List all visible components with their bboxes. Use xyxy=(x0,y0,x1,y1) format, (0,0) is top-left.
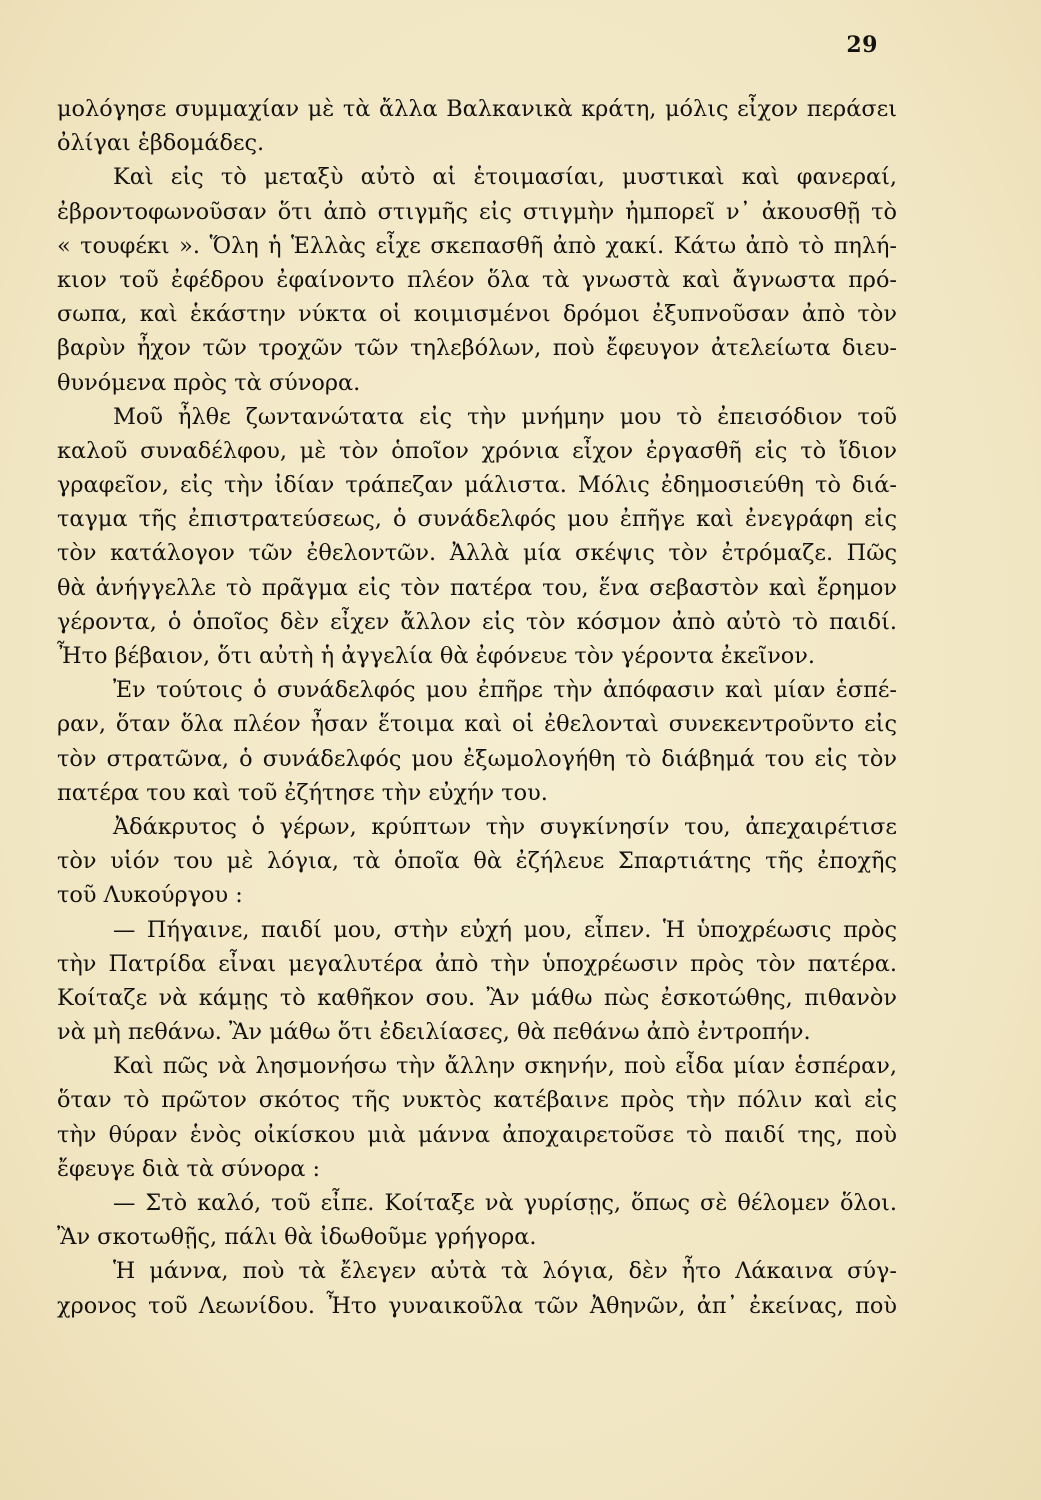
text-line: « τουφέκι ». Ὅλη ἡ Ἑλλὰς εἶχε σκεπασθῆ ἀπὸ χακί. Κάτω ἀπὸ τὸ πηλή- xyxy=(57,232,897,259)
text-line: θὰ ἀνήγγελλε τὸ πρᾶγμα εἰς τὸν πατέρα του, ἕνα σεβαστὸν καὶ ἔρημον xyxy=(57,574,897,601)
text-line: μολόγησε συμμαχίαν μὲ τὰ ἄλλα Βαλκανικὰ κράτη, μόλις εἶχον περάσει xyxy=(57,96,897,122)
page-number: 29 xyxy=(846,32,878,58)
text-line: Κοίταζε νὰ κάμῃς τὸ καθῆκον σου. Ἂν μάθω πὼς ἐσκοτώθης, πιθανὸν xyxy=(57,984,897,1011)
text-line: τὸν στρατῶνα, ὁ συνάδελφός μου ἐξωμολογήθη τὸ διάβημά του εἰς τὸν xyxy=(57,745,897,772)
text-line: Καὶ εἰς τὸ μεταξὺ αὐτὸ αἱ ἑτοιμασίαι, μυστικαὶ καὶ φανεραί, xyxy=(113,164,897,191)
text-line: βαρὺν ἦχον τῶν τροχῶν τῶν τηλεβόλων, ποὺ ἔφευγον ἀτελείωτα διευ- xyxy=(57,335,897,362)
text-line: τοῦ Λυκούργου : xyxy=(57,882,243,909)
text-line: τὸν κατάλογον τῶν ἐθελοντῶν. Ἀλλὰ μία σκέψις τὸν ἐτρόμαζε. Πῶς xyxy=(57,540,897,567)
text-line: Μοῦ ἦλθε ζωντανώτατα εἰς τὴν μνήμην μου τὸ ἐπεισόδιον τοῦ xyxy=(113,403,897,430)
text-line: ὅταν τὸ πρῶτον σκότος τῆς νυκτὸς κατέβαινε πρὸς τὴν πόλιν καὶ εἰς xyxy=(57,1087,897,1114)
text-line: Ἡ μάννα, ποὺ τὰ ἔλεγεν αὐτὰ τὰ λόγια, δὲν ἦτο Λάκαινα σύγ- xyxy=(113,1258,897,1285)
text-line: γέροντα, ὁ ὁποῖος δὲν εἶχεν ἄλλον εἰς τὸν κόσμον ἀπὸ αὐτὸ τὸ παιδί. xyxy=(57,608,897,635)
text-line: νὰ μὴ πεθάνω. Ἂν μάθω ὅτι ἐδειλίασες, θὰ πεθάνω ἀπὸ ἐντροπήν. xyxy=(57,1019,811,1046)
text-line: τὴν Πατρίδα εἶναι μεγαλυτέρα ἀπὸ τὴν ὑποχρέωσιν πρὸς τὸν πατέρα. xyxy=(57,950,897,977)
text-line: σωπα, καὶ ἑκάστην νύκτα οἱ κοιμισμένοι δρόμοι ἐξυπνοῦσαν ἀπὸ τὸν xyxy=(57,301,897,328)
text-line: ραν, ὅταν ὅλα πλέον ἦσαν ἕτοιμα καὶ οἱ ἐθελονταὶ συνεκεντροῦντο εἰς xyxy=(57,711,897,738)
text-line: πατέρα του καὶ τοῦ ἐζήτησε τὴν εὐχήν του. xyxy=(57,779,548,806)
text-line: Ἀδάκρυτος ὁ γέρων, κρύπτων τὴν συγκίνησίν του, ἀπεχαιρέτισε xyxy=(113,813,897,840)
text-line: Καὶ πῶς νὰ λησμονήσω τὴν ἄλλην σκηνήν, ποὺ εἶδα μίαν ἑσπέραν, xyxy=(113,1053,897,1080)
text-line: Ἐν τούτοις ὁ συνάδελφός μου ἐπῆρε τὴν ἀπόφασιν καὶ μίαν ἑσπέ- xyxy=(113,677,897,704)
text-line: — Στὸ καλό, τοῦ εἶπε. Κοίταξε νὰ γυρίσῃς, ὅπως σὲ θέλομεν ὅλοι. xyxy=(113,1190,897,1216)
text-line: τὴν θύραν ἑνὸς οἰκίσκου μιὰ μάννα ἀποχαιρετοῦσε τὸ παιδί της, ποὺ xyxy=(57,1121,897,1148)
text-line: Ἂν σκοτωθῇς, πάλι θὰ ἰδωθοῦμε γρήγορα. xyxy=(57,1224,537,1251)
text-line: Ἦτο βέβαιον, ὅτι αὐτὴ ἡ ἀγγελία θὰ ἐφόνευε τὸν γέροντα ἐκεῖνον. xyxy=(57,643,816,669)
text-line: τὸν υἱόν του μὲ λόγια, τὰ ὁποῖα θὰ ἐζήλευε Σπαρτιάτης τῆς ἐποχῆς xyxy=(57,848,897,875)
text-line: γραφεῖον, εἰς τὴν ἰδίαν τράπεζαν μάλιστα. Μόλις ἐδημοσιεύθη τὸ διά- xyxy=(57,472,897,499)
body-text xyxy=(57,92,897,1323)
text-line: θυνόμενα πρὸς τὰ σύνορα. xyxy=(57,369,361,396)
text-line: ἔφευγε διὰ τὰ σύνορα : xyxy=(57,1155,321,1182)
text-line: καλοῦ συναδέλφου, μὲ τὸν ὁποῖον χρόνια εἶχον ἐργασθῆ εἰς τὸ ἴδιον xyxy=(57,437,897,464)
text-line: ἐβροντοφωνοῦσαν ὅτι ἀπὸ στιγμῆς εἰς στιγμὴν ἠμπορεῖ ν᾽ ἀκουσθῇ τὸ xyxy=(57,198,897,225)
text-line: ὀλίγαι ἑβδομάδες. xyxy=(57,130,265,157)
text-line: κιον τοῦ ἐφέδρου ἐφαίνοντο πλέον ὅλα τὰ γνωστὰ καὶ ἄγνωστα πρό- xyxy=(57,266,897,293)
text-line: ταγμα τῆς ἐπιστρατεύσεως, ὁ συνάδελφός μου ἐπῆγε καὶ ἐνεγράφη εἰς xyxy=(57,506,897,533)
text-line: — Πήγαινε, παιδί μου, στὴν εὐχή μου, εἶπεν. Ἡ ὑποχρέωσις πρὸς xyxy=(113,916,897,943)
text-line: χρονος τοῦ Λεωνίδου. Ἦτο γυναικοῦλα τῶν Ἀθηνῶν, ἀπ᾽ ἐκείνας, ποὺ xyxy=(57,1292,897,1319)
